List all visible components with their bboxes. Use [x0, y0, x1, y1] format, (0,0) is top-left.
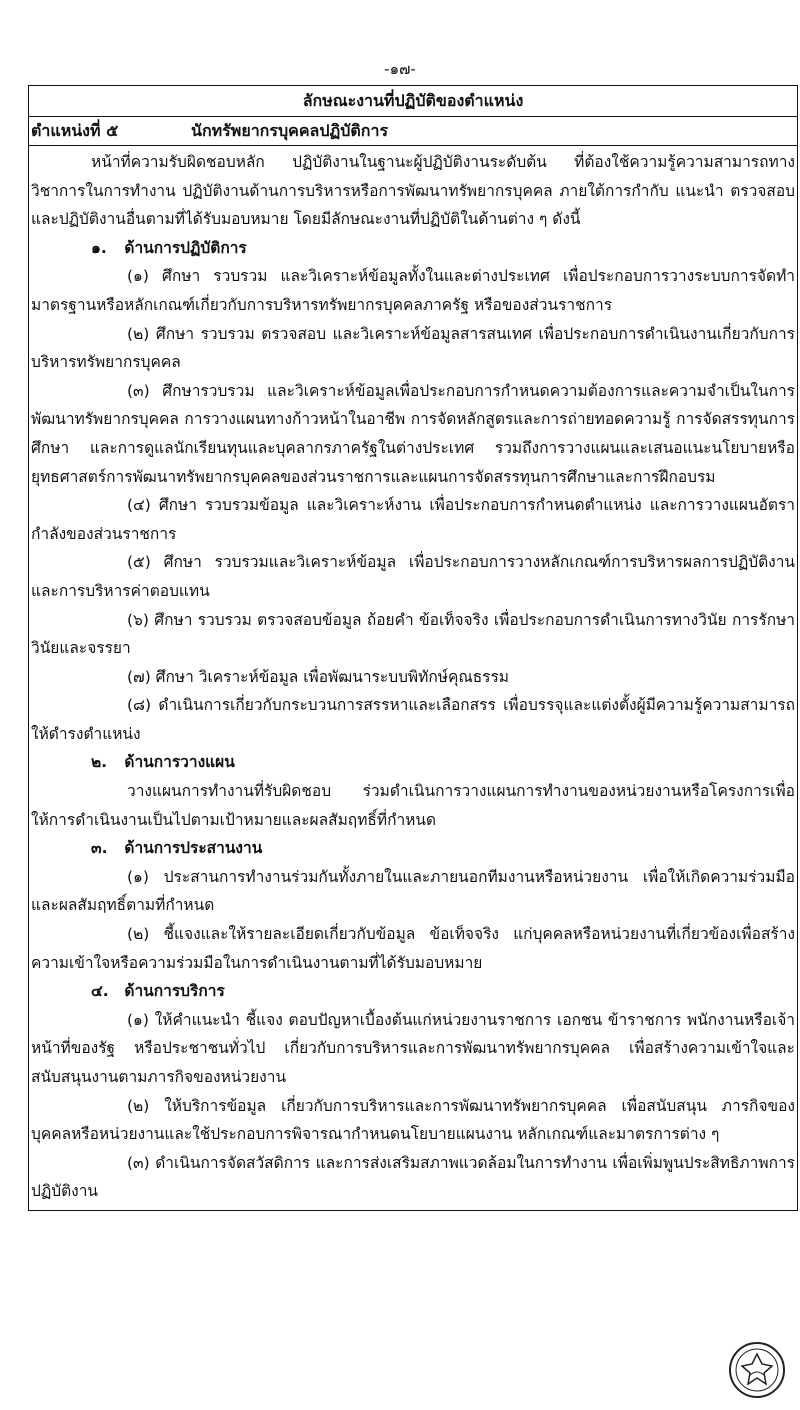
official-seal-stamp: [722, 1340, 792, 1400]
section-heading: [31, 234, 795, 263]
section-item: (๒) ศึกษา รวบรวม ตรวจสอบ และวิเคราะห์ข้อมูลสารสนเทศ เพื่อประกอบการดำเนินงานเกี่ยวกับการบริหารทรัพยากรบุคคล: [31, 324, 795, 372]
section-title: ด้านการประสานงาน: [124, 839, 263, 858]
section-item: (๓) ศึกษารวบรวม และวิเคราะห์ข้อมูลเพื่อประกอบการกำหนดความต้องการและความจำเป็นในการพัฒนาทรัพยากรบุคคล การวางแผนทางก้าวหน้าในอาชีพ การจัดหลักสูตรและการถ่ายทอดความรู้ การจัดสรรทุนการศึกษา และการดูแลนักเรียนทุนและบุคลากรภาครัฐในต่างประเทศ รวมถึงการวางแผนและเสนอแนะนโยบายหรือยุทธศาสตร์การพัฒนาทรัพยากรบุคคลของส่วนราชการและแผนการจัดสรรทุนการศึกษาและการฝึกอบรม: [31, 381, 795, 486]
content-body: [29, 146, 797, 1210]
section-item: (๑) ให้คำแนะนำ ชี้แจง ตอบปัญหาเบื้องต้นแก่หน่วยงานราชการ เอกชน ข้าราชการ พนักงานหรือเจ้าหน้าที่ของรัฐ หรือประชาชนทั่วไป เกี่ยวกับการบริหารและการพัฒนาทรัพยากรบุคคล เพื่อสร้างความเข้าใจและสนับสนุนงานตามภารกิจของหน่วยงาน: [31, 1010, 795, 1086]
section-item: (๔) ศึกษา รวบรวมข้อมูล และวิเคราะห์งาน เพื่อประกอบการกำหนดตำแหน่ง และการวางแผนอัตรากำลังของส่วนราชการ: [31, 496, 795, 543]
section-title: ด้านการวางแผน: [124, 753, 235, 772]
position-label: ตำแหน่งที่ ๕: [31, 121, 119, 140]
section-number: ๔.: [91, 982, 109, 1001]
section-item: วางแผนการทำงานที่รับผิดชอบ ร่วมดำเนินการวางแผนการทำงานของหน่วยงานหรือโครงการเพื่อให้การดำเนินงานเป็นไปตามเป้าหมายและผลสัมฤทธิ์ที่กำหนด: [31, 782, 795, 829]
section-title: ด้านการปฏิบัติการ: [124, 238, 247, 257]
page-number: -๑๗-: [384, 60, 416, 78]
section-heading: [31, 977, 795, 1006]
section-item: (๑) ศึกษา รวบรวม และวิเคราะห์ข้อมูลทั้งในและต่างประเทศ เพื่อประกอบการวางระบบการจัดทำมาตรฐานหรือหลักเกณฑ์เกี่ยวกับการบริหารทรัพยากรบุคคลภาครัฐ หรือของส่วนราชการ: [31, 267, 795, 314]
section-item: (๒) ชี้แจงและให้รายละเอียดเกี่ยวกับข้อมูล ข้อเท็จจริง แก่บุคคลหรือหน่วยงานที่เกี่ยวข้องเพื่อสร้างความเข้าใจหรือความร่วมมือในการดำเนินงานตามที่ได้รับมอบหมาย: [31, 925, 795, 972]
section-item: (๗) ศึกษา วิเคราะห์ข้อมูล เพื่อพัฒนาระบบพิทักษ์คุณธรรม: [127, 667, 510, 686]
section-item: (๓) ดำเนินการจัดสวัสดิการ และการส่งเสริมสภาพแวดล้อมในการทำงาน เพื่อเพิ่มพูนประสิทธิภาพการปฏิบัติงาน: [31, 1153, 795, 1201]
position-row: [29, 117, 797, 146]
section-item: (๑) ประสานการทำงานร่วมกันทั้งภายในและภายนอกทีมงานหรือหน่วยงาน เพื่อให้เกิดความร่วมมือและผลสัมฤทธิ์ตามที่กำหนด: [31, 867, 795, 915]
section-item: (๘) ดำเนินการเกี่ยวกับกระบวนการสรรหาและเลือกสรร เพื่อบรรจุและแต่งตั้งผู้มีความรู้ความสามารถให้ดำรงตำแหน่ง: [31, 696, 795, 743]
section-title: ด้านการบริการ: [124, 982, 225, 1001]
box-title: ลักษณะงานที่ปฏิบัติของตำแหน่ง: [29, 86, 797, 117]
section-number: ๑.: [91, 238, 107, 257]
section-item: (๕) ศึกษา รวบรวมและวิเคราะห์ข้อมูล เพื่อประกอบการวางหลักเกณฑ์การบริหารผลการปฏิบัติงานและการบริหารค่าตอบแทน: [31, 553, 795, 600]
section-heading: [31, 748, 795, 777]
section-number: ๒.: [91, 753, 108, 772]
position-title: นักทรัพยากรบุคคลปฏิบัติการ: [191, 121, 389, 140]
section-number: ๓.: [91, 839, 108, 858]
intro-paragraph: หน้าที่ความรับผิดชอบหลัก ปฏิบัติงานในฐานะผู้ปฏิบัติงานระดับต้น ที่ต้องใช้ความรู้ความสามารถทางวิชาการในการทำงาน ปฏิบัติงานด้านการบริหารหรือการพัฒนาทรัพยากรบุคคล ภายใต้การกำกับ แนะนำ ตรวจสอบและปฏิบัติงานอื่นตามที่ได้รับมอบหมาย โดยมีลักษณะงานที่ปฏิบัติในด้านต่าง ๆ ดังนี้: [31, 153, 795, 229]
section-item: (๒) ให้บริการข้อมูล เกี่ยวกับการบริหารและการพัฒนาทรัพยากรบุคคล เพื่อสนับสนุน ภารกิจของบุคคลหรือหน่วยงานและใช้ประกอบการพิจารณากำหนดนโยบายแผนงาน หลักเกณฑ์และมาตรการต่าง ๆ: [31, 1096, 795, 1144]
section-item: (๖) ศึกษา รวบรวม ตรวจสอบข้อมูล ถ้อยคำ ข้อเท็จจริง เพื่อประกอบการดำเนินการทางวินัย การรักษาวินัยและจรรยา: [31, 610, 795, 658]
section-heading: [31, 834, 795, 863]
job-description-box: [28, 85, 798, 1211]
